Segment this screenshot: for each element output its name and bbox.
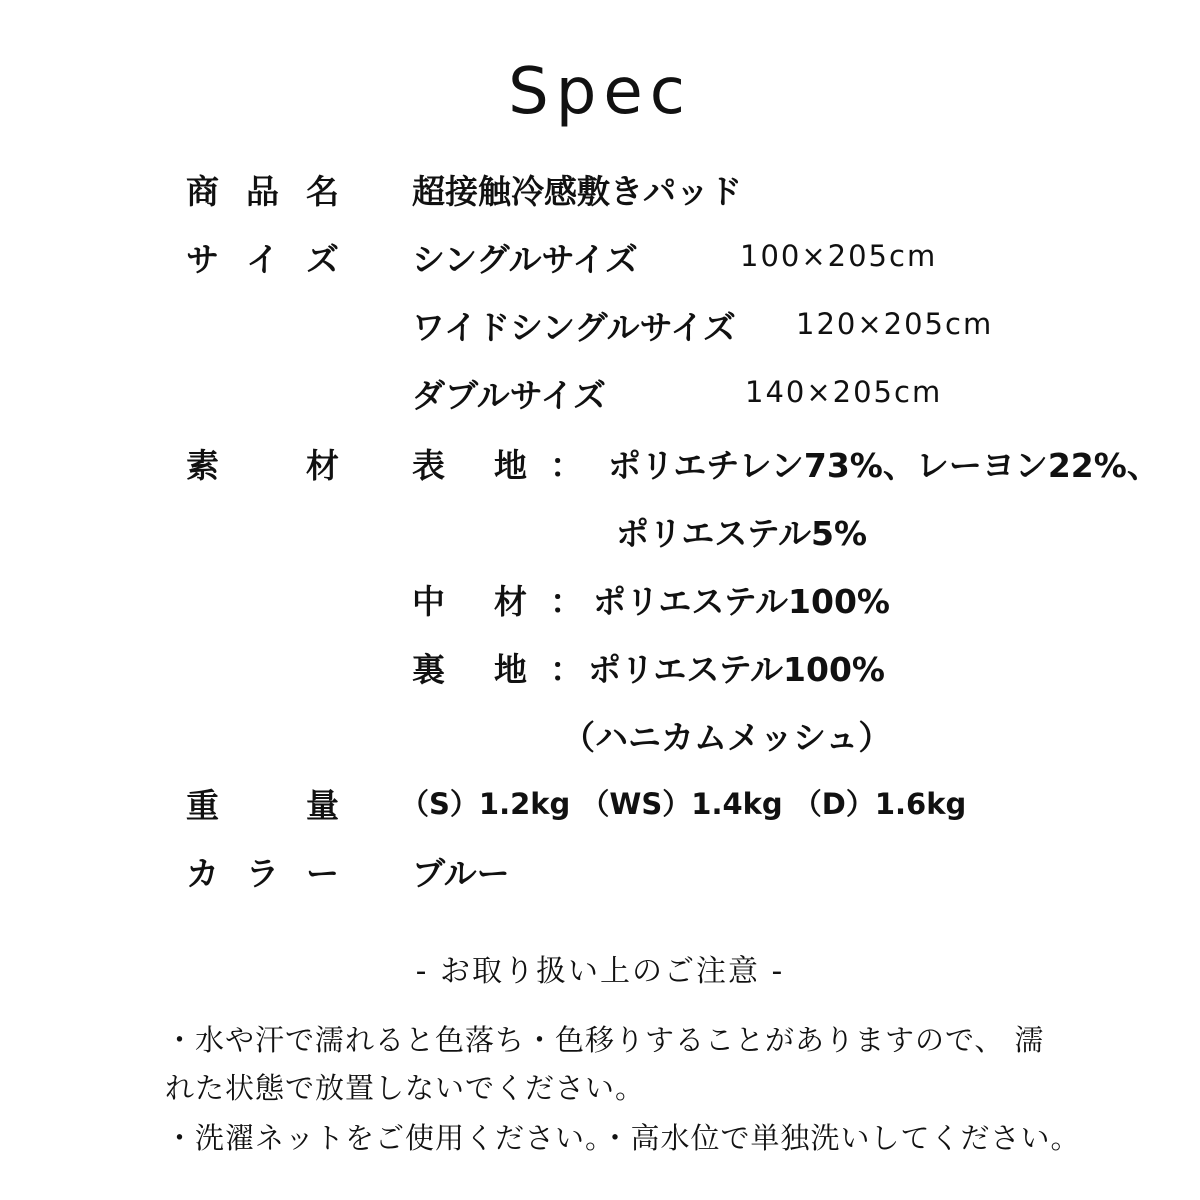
outer-value-line1: ポリエチレン73%、レーヨン22%、 [608, 446, 1160, 485]
label-color-1: カ [186, 854, 219, 893]
caution-line-3: ・洗濯ネットをご使用ください。・高水位で単独洗いしてください。 [165, 1121, 1081, 1155]
product-name-value: 超接触冷感敷きパッド [412, 172, 742, 211]
outer-colon: ： [550, 446, 583, 485]
size-single-dim: 100×205cm [740, 239, 938, 273]
back-label-2: 地 [494, 650, 527, 689]
label-weight-1: 重 [186, 786, 219, 825]
caution-line-1: ・水や汗で濡れると色落ち・色移りすることがありますので、 濡 [165, 1023, 1045, 1057]
label-color-2: ラ [246, 854, 279, 893]
size-wide-single-name: ワイドシングルサイズ [412, 308, 736, 347]
label-material-1: 素 [186, 446, 219, 485]
filling-label-1: 中 [412, 582, 445, 621]
size-single-name: シングルサイズ [412, 240, 638, 279]
label-size-1: サ [186, 240, 219, 279]
filling-label-2: 材 [494, 582, 527, 621]
back-value: ポリエステル100% [588, 650, 885, 689]
label-size-2: イ [246, 240, 279, 279]
color-value: ブルー [412, 854, 510, 893]
filling-value: ポリエステル100% [593, 582, 890, 621]
label-product-name-1: 商 [186, 172, 219, 211]
weight-value: （S）1.2kg （WS）1.4kg （D）1.6kg [400, 787, 967, 821]
caution-title: - お取り扱い上のご注意 - [415, 954, 785, 989]
outer-label-1: 表 [412, 446, 445, 485]
back-colon: ： [550, 650, 583, 689]
back-label-1: 裏 [412, 650, 445, 689]
label-product-name-2: 品 [246, 172, 279, 211]
label-material-2: 材 [306, 446, 339, 485]
size-wide-single-dim: 120×205cm [796, 307, 994, 341]
outer-label-2: 地 [494, 446, 527, 485]
page-title: Spec [508, 55, 692, 129]
label-size-3: ズ [306, 240, 339, 279]
caution-line-2: れた状態で放置しないでください。 [165, 1071, 646, 1105]
outer-value-line2: ポリエステル5% [616, 514, 868, 553]
back-note: （ハニカムメッシュ） [562, 718, 892, 757]
filling-colon: ： [550, 582, 583, 621]
label-color-3: ー [306, 854, 339, 893]
label-product-name-3: 名 [306, 172, 339, 211]
size-double-dim: 140×205cm [745, 375, 943, 409]
size-double-name: ダブルサイズ [412, 376, 607, 415]
label-weight-2: 量 [306, 786, 339, 825]
